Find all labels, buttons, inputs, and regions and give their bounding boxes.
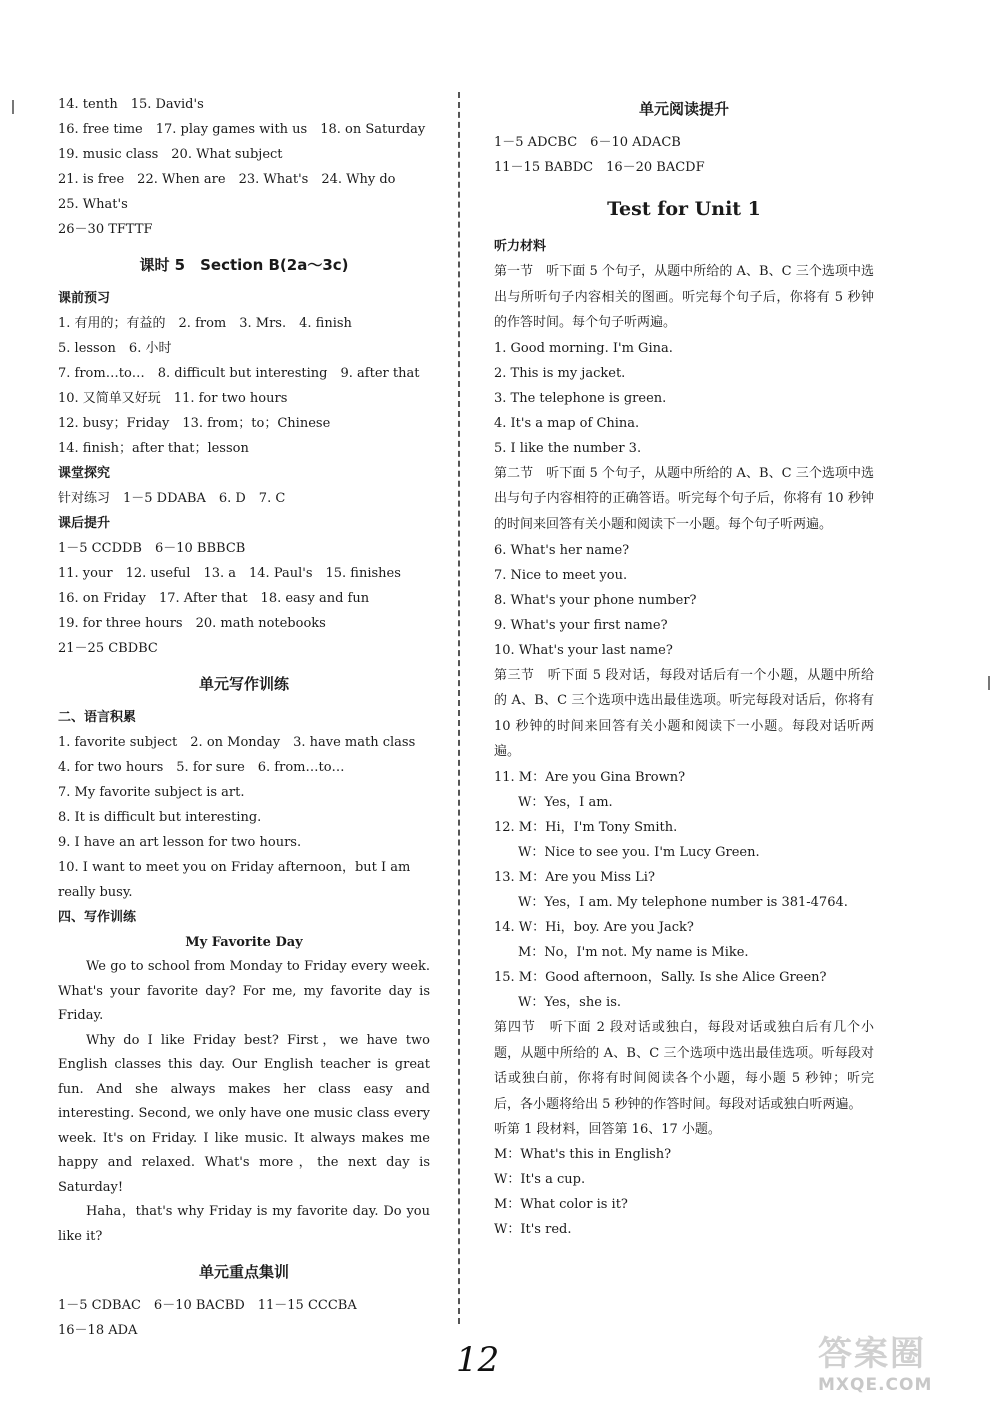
answer-line: 10. 又简单又好玩 11. for two hours [58, 391, 288, 406]
answer-line: 25. What's [58, 197, 128, 212]
dialogue-line: 14. W：Hi，boy. Are you Jack? [494, 919, 694, 935]
subsection-heading: 课后提升 [58, 516, 111, 531]
essay-paragraph: We go to school from Monday to Friday every week. What's your favorite day? For me, my favorite day is Friday. [58, 959, 430, 1023]
dialogue-line: W：Yes，I am. [518, 794, 613, 810]
transcript-line: 1. Good morning. I'm Gina. [494, 340, 673, 356]
transcript-line: 8. What's your phone number? [494, 592, 697, 608]
transcript-line: 9. What's your first name? [494, 617, 668, 633]
watermark-url: MXQE.COM [818, 1375, 933, 1395]
dialogue-line: W：Nice to see you. I'm Lucy Green. [518, 844, 760, 860]
answer-line: 16－18 ADA [58, 1323, 138, 1338]
essay-paragraph: Haha，that's why Friday is my favorite day. Do you like it? [58, 1204, 430, 1244]
watermark-text: 答案圈 [818, 1334, 926, 1374]
answer-line: 1. 有用的；有益的 2. from 3. Mrs. 4. finish [58, 316, 352, 331]
instruction-paragraph: 第三节 听下面 5 段对话，每段对话后有一个小题，从题中所给的 A、B、C 三个选项中选出最佳选项。听完每段对话后，你将有 10 秒钟的时间来回答有关小题和阅读下一小题。每段对话听两遍。 [494, 667, 874, 760]
dialogue-line: 12. M：Hi，I'm Tony Smith. [494, 819, 678, 835]
dialogue-line: W：It's a cup. [494, 1172, 586, 1188]
answer-line: 10. I want to meet you on Friday afternoon，but I am really busy. [58, 860, 411, 900]
essay-title: My Favorite Day [185, 935, 303, 950]
dialogue-line: W：Yes，I am. My telephone number is 381-4764. [518, 894, 848, 910]
dialogue-line: W：It's red. [494, 1222, 572, 1238]
watermark-logo [818, 1326, 990, 1396]
transcript-line: 7. Nice to meet you. [494, 567, 628, 583]
instruction-paragraph: 第四节 听下面 2 段对话或独白，每段对话或独白后有几个小题，从题中所给的 A、B、C 三个选项中选出最佳选项。听每段对话或独白前，你将有时间阅读各个小题，每小题 5 秒钟；听完后，各小题将给出 5 秒钟的作答时间。每段对话或独白听两遍。 [494, 1019, 874, 1112]
transcript-line: 听第 1 段材料，回答第 16、17 小题。 [494, 1122, 721, 1138]
dialogue-line: M：No，I'm not. My name is Mike. [518, 944, 749, 960]
transcript-line: 3. The telephone is green. [494, 390, 667, 406]
answer-line: 19. music class 20. What subject [58, 147, 283, 162]
test-title: Test for Unit 1 [607, 198, 761, 220]
instruction-paragraph: 第一节 听下面 5 个句子，从题中所给的 A、B、C 三个选项中选出与所听句子内容相关的图画。听完每个句子后，你将有 5 秒钟的作答时间。每个句子听两遍。 [494, 264, 874, 331]
dialogue-line: W：Yes，she is. [518, 994, 622, 1010]
right-column [494, 92, 874, 1242]
dialogue-line: M：What's this in English? [494, 1147, 672, 1163]
answer-line: 9. I have an art lesson for two hours. [58, 835, 302, 850]
page-number: 12 [456, 1340, 500, 1380]
answer-line: 19. for three hours 20. math notebooks [58, 616, 326, 631]
answer-line: 1. favorite subject 2. on Monday 3. have math class [58, 735, 416, 750]
answer-line: 针对练习 1－5 DDABA 6. D 7. C [58, 491, 286, 506]
answer-line: 16. free time 17. play games with us 18. on Saturday [58, 122, 426, 137]
essay-paragraph: Why do I like Friday best? First，we have two English classes this day. Our English teacher is great fun. And she always makes her class easy and interesting. Second, we only have one music class every week. It's on Friday. I like music. It always makes me happy and relaxed. What's more，the next day is Saturday! [58, 1032, 430, 1195]
answer-line: 1－5 ADCBC 6－10 ADACB [494, 135, 681, 150]
section-heading: 课时 5 Section B(2a～3c) [139, 256, 349, 274]
answer-line: 5. lesson 6. 小时 [58, 341, 172, 356]
binding-mark [988, 676, 990, 690]
instruction-paragraph: 第二节 听下面 5 个句子，从题中所给的 A、B、C 三个选项中选出与句子内容相符的正确答语。听完每个句子后，你将有 10 秒钟的时间来回答有关小题和阅读下一小题。每个句子听两遍。 [494, 465, 874, 532]
subsection-heading: 听力材料 [494, 239, 547, 254]
transcript-line: 4. It's a map of China. [494, 415, 640, 431]
answer-line: 16. on Friday 17. After that 18. easy and fun [58, 591, 370, 606]
answer-line: 14. tenth 15. David's [58, 97, 204, 112]
section-heading: 单元写作训练 [198, 675, 289, 693]
transcript-line: 5. I like the number 3. [494, 440, 642, 456]
subsection-heading: 二、语言积累 [58, 710, 137, 725]
answer-line: 21－25 CBDBC [58, 641, 158, 656]
dialogue-line: 15. M：Good afternoon，Sally. Is she Alice Green? [494, 969, 827, 985]
answer-line: 7. My favorite subject is art. [58, 785, 245, 800]
answer-line: 1－5 CDBAC 6－10 BACBD 11－15 CCCBA [58, 1298, 357, 1313]
answer-line: 11. your 12. useful 13. a 14. Paul's 15. finishes [58, 566, 401, 581]
section-heading: 单元重点集训 [198, 1263, 289, 1281]
answer-line: 12. busy；Friday 13. from；to；Chinese [58, 416, 331, 431]
answer-line: 4. for two hours 5. for sure 6. from…to… [58, 760, 345, 775]
section-heading: 单元阅读提升 [638, 100, 729, 118]
subsection-heading: 课前预习 [58, 291, 111, 306]
answer-line: 11－15 BABDC 16－20 BACDF [494, 160, 705, 175]
answer-line: 1－5 CCDDB 6－10 BBBCB [58, 541, 246, 556]
answer-line: 26－30 TFTTF [58, 222, 153, 237]
binding-mark [12, 100, 14, 114]
dialogue-line: 11. M：Are you Gina Brown? [494, 769, 686, 785]
subsection-heading: 四、写作训练 [58, 910, 137, 925]
left-column [58, 92, 430, 1343]
transcript-line: 6. What's her name? [494, 542, 630, 558]
answer-line: 21. is free 22. When are 23. What's 24. Why do [58, 172, 396, 187]
transcript-line: 2. This is my jacket. [494, 365, 626, 381]
answer-line: 8. It is difficult but interesting. [58, 810, 262, 825]
dialogue-line: M：What color is it? [494, 1197, 628, 1213]
dialogue-line: 13. M：Are you Miss Li? [494, 869, 655, 885]
answer-line: 14. finish；after that；lesson [58, 441, 249, 456]
answer-line: 7. from…to… 8. difficult but interesting 9. after that [58, 366, 420, 381]
column-divider [458, 92, 460, 1324]
subsection-heading: 课堂探究 [58, 466, 111, 481]
transcript-line: 10. What's your last name? [494, 642, 673, 658]
